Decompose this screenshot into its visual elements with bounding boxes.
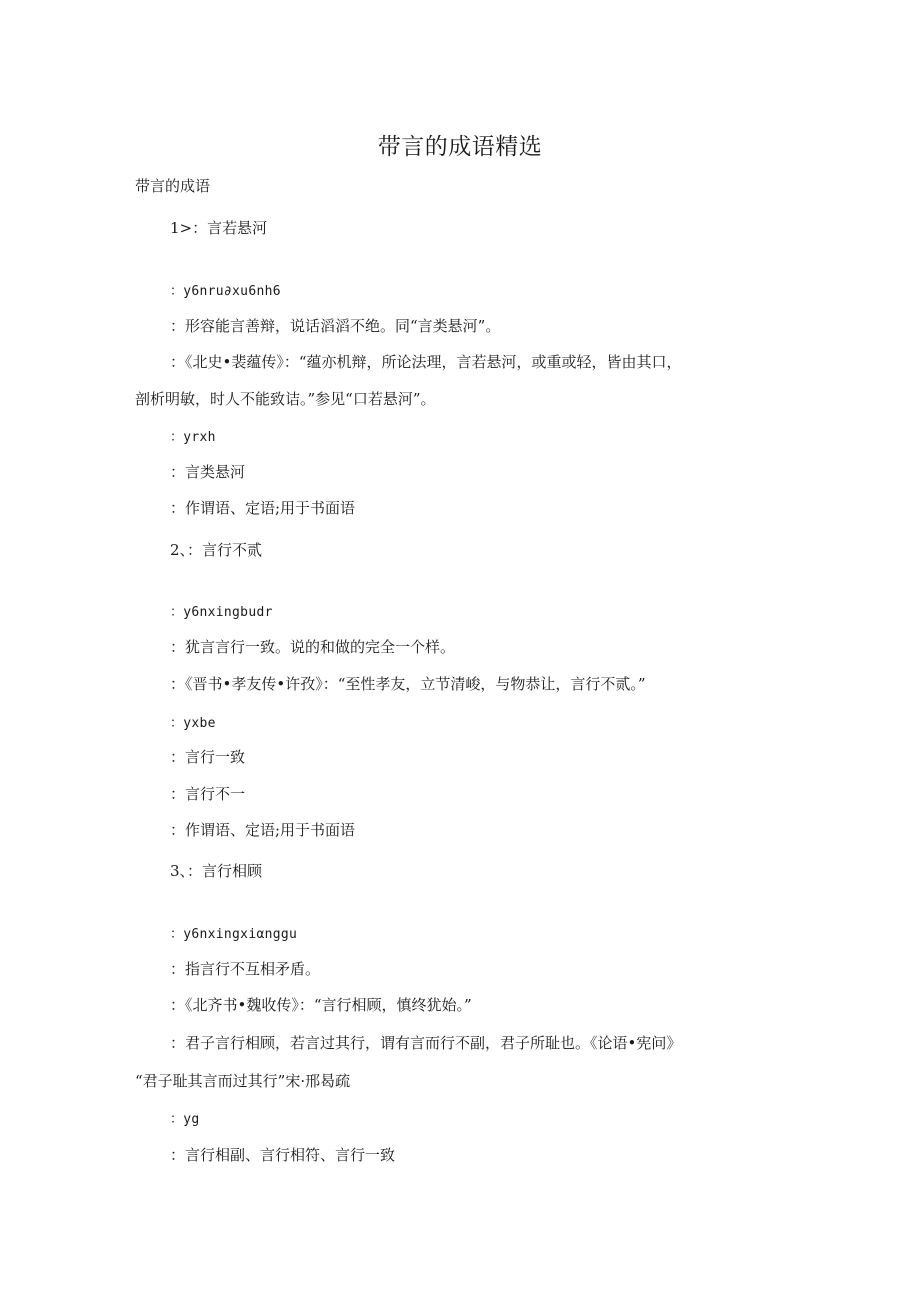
source-line: ：《晋书•孝友传•许孜》：“至性孝友，立节清峻，与物恭让，言行不贰。” xyxy=(170,675,646,693)
source-continuation-line: 剖析明敏，时人不能致诘。”参见“口若悬河”。 xyxy=(135,390,436,408)
source-line: ：《北史•裴蕴传》：“蕴亦机辩，所论法理，言若悬河，或重或轻，皆由其口， xyxy=(170,353,682,371)
antonym-line: ：言行不一 xyxy=(170,785,246,803)
section-heading: 带言的成语 xyxy=(135,177,211,195)
idiom-heading-1: 1>：言若悬河 xyxy=(170,219,268,237)
usage-line: ：作谓语、定语;用于书面语 xyxy=(170,821,356,839)
example-continuation-line: “君子耻其言而过其行”宋·邢曷疏 xyxy=(135,1072,351,1090)
idiom-heading-3: 3、：言行相顾 xyxy=(170,862,263,880)
abbreviation-line: ：yxbe xyxy=(170,716,216,731)
example-line: ：君子言行相顾，若言过其行，谓有言而行不副，君子所耻也。《论语•宪问》 xyxy=(170,1034,682,1052)
abbreviation-line: ：yrxh xyxy=(170,430,216,445)
synonym-line: ：言类悬河 xyxy=(170,463,246,481)
abbreviation-line: ：yg xyxy=(170,1112,200,1127)
pinyin-line: ：y6nxingxiαnggu xyxy=(170,927,298,942)
definition-line: ：形容能言善辩，说话滔滔不绝。同“言类悬河”。 xyxy=(170,317,501,335)
definition-line: ：犹言言行一致。说的和做的完全一个样。 xyxy=(170,638,456,656)
idiom-heading-2: 2、：言行不贰 xyxy=(170,541,263,559)
synonym-line: ：言行相副、言行相符、言行一致 xyxy=(170,1146,396,1164)
pinyin-line: ：y6nxingbudr xyxy=(170,605,273,620)
usage-line: ：作谓语、定语;用于书面语 xyxy=(170,499,356,517)
pinyin-line: ：y6nru∂xu6nh6 xyxy=(170,284,281,299)
source-line: ：《北齐书•魏收传》：“言行相顾，慎终犹始。” xyxy=(170,996,472,1014)
synonym-line: ：言行一致 xyxy=(170,748,246,766)
page-title: 带言的成语精选 xyxy=(377,134,543,160)
definition-line: ：指言行不互相矛盾。 xyxy=(170,960,321,978)
